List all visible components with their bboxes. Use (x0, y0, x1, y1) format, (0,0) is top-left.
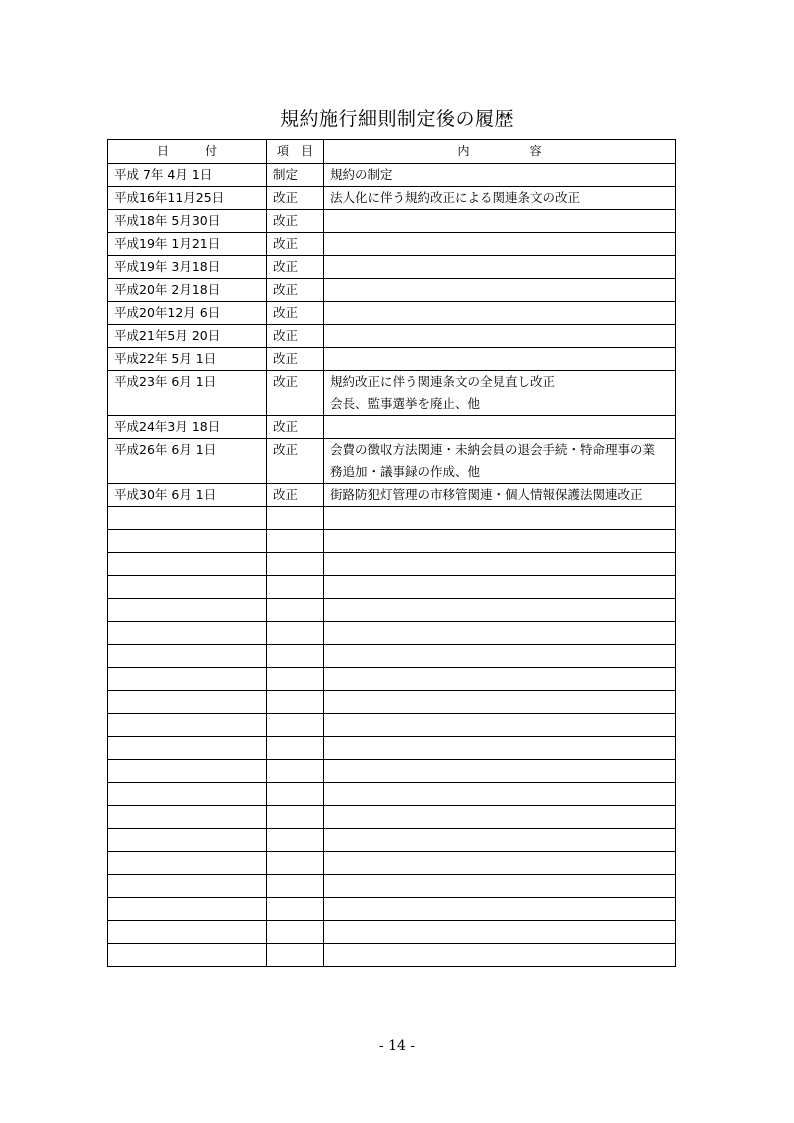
content-cell (324, 325, 676, 348)
date-cell: 平成20年 2月18日 (108, 279, 267, 302)
table-header-row (108, 140, 676, 164)
item-cell: 制定 (267, 164, 324, 187)
item-cell: 改正 (267, 416, 324, 439)
content-cell (324, 371, 676, 416)
date-cell: 平成 7年 4月 1日 (108, 164, 267, 187)
content-line: 務追加・議事録の作成、他 (330, 464, 481, 479)
empty-cell (324, 691, 676, 714)
empty-cell (108, 783, 267, 806)
empty-cell (324, 507, 676, 530)
table-row (108, 233, 676, 256)
content-line: 規約の制定 (330, 167, 393, 182)
content-cell (324, 484, 676, 507)
empty-cell (324, 852, 676, 875)
empty-row (108, 921, 676, 944)
header-content: 内 容 (324, 140, 676, 164)
empty-cell (267, 875, 324, 898)
page-title: 規約施行細則制定後の履歴 (279, 108, 514, 130)
empty-row (108, 576, 676, 599)
empty-cell (324, 576, 676, 599)
content-line: 法人化に伴う規約改正による関連条文の改正 (330, 190, 581, 205)
date-cell: 平成21年5月 20日 (108, 325, 267, 348)
empty-cell (108, 852, 267, 875)
table-row (108, 256, 676, 279)
empty-cell (108, 944, 267, 967)
date-cell: 平成19年 1月21日 (108, 233, 267, 256)
item-cell: 改正 (267, 210, 324, 233)
empty-cell (267, 714, 324, 737)
date-cell: 平成18年 5月30日 (108, 210, 267, 233)
empty-row (108, 668, 676, 691)
empty-cell (267, 668, 324, 691)
date-cell: 平成23年 6月 1日 (108, 371, 267, 416)
empty-row (108, 622, 676, 645)
item-cell: 改正 (267, 484, 324, 507)
content-cell (324, 256, 676, 279)
content-line: 街路防犯灯管理の市移管関連・個人情報保護法関連改正 (330, 487, 643, 502)
table-body (108, 164, 676, 967)
empty-row (108, 507, 676, 530)
empty-cell (267, 622, 324, 645)
content-cell (324, 187, 676, 210)
empty-cell (324, 806, 676, 829)
content-cell (324, 233, 676, 256)
empty-cell (108, 806, 267, 829)
content-cell (324, 302, 676, 325)
empty-cell (267, 691, 324, 714)
empty-cell (267, 576, 324, 599)
empty-cell (324, 668, 676, 691)
item-cell: 改正 (267, 348, 324, 371)
empty-cell (108, 530, 267, 553)
empty-row (108, 875, 676, 898)
empty-cell (324, 875, 676, 898)
empty-cell (108, 576, 267, 599)
item-cell: 改正 (267, 256, 324, 279)
empty-cell (267, 898, 324, 921)
empty-row (108, 944, 676, 967)
empty-row (108, 599, 676, 622)
empty-cell (324, 599, 676, 622)
empty-row (108, 898, 676, 921)
empty-cell (267, 783, 324, 806)
empty-cell (267, 645, 324, 668)
header-item: 項 目 (267, 140, 324, 164)
content-cell (324, 439, 676, 484)
date-cell: 平成19年 3月18日 (108, 256, 267, 279)
content-cell (324, 348, 676, 371)
empty-cell (324, 829, 676, 852)
empty-cell (108, 737, 267, 760)
content-cell (324, 164, 676, 187)
empty-cell (267, 944, 324, 967)
empty-row (108, 737, 676, 760)
empty-cell (324, 898, 676, 921)
empty-cell (108, 645, 267, 668)
empty-row (108, 783, 676, 806)
empty-cell (108, 898, 267, 921)
empty-cell (108, 691, 267, 714)
table-row (108, 325, 676, 348)
empty-cell (267, 806, 324, 829)
date-cell: 平成20年12月 6日 (108, 302, 267, 325)
content-cell (324, 416, 676, 439)
table-row (108, 416, 676, 439)
page-number: - 14 - (378, 1038, 416, 1054)
date-cell: 平成30年 6月 1日 (108, 484, 267, 507)
empty-cell (267, 829, 324, 852)
empty-cell (324, 530, 676, 553)
empty-row (108, 530, 676, 553)
item-cell: 改正 (267, 302, 324, 325)
date-cell: 平成26年 6月 1日 (108, 439, 267, 484)
table-row (108, 279, 676, 302)
empty-cell (324, 553, 676, 576)
empty-cell (324, 921, 676, 944)
item-cell: 改正 (267, 279, 324, 302)
empty-cell (108, 599, 267, 622)
empty-cell (324, 622, 676, 645)
item-cell: 改正 (267, 439, 324, 484)
history-table (107, 139, 676, 967)
empty-row (108, 852, 676, 875)
date-cell: 平成16年11月25日 (108, 187, 267, 210)
empty-cell (108, 622, 267, 645)
empty-cell (267, 507, 324, 530)
table-row (108, 439, 676, 484)
content-line: 会長、監事選挙を廃止、他 (330, 396, 481, 411)
table-row (108, 302, 676, 325)
empty-row (108, 691, 676, 714)
table-row (108, 348, 676, 371)
table-row (108, 484, 676, 507)
empty-cell (108, 875, 267, 898)
empty-row (108, 806, 676, 829)
item-cell: 改正 (267, 187, 324, 210)
header-date: 日 付 (108, 140, 267, 164)
empty-row (108, 714, 676, 737)
table-row (108, 371, 676, 416)
empty-cell (267, 553, 324, 576)
empty-cell (267, 760, 324, 783)
content-line: 規約改正に伴う関連条文の全見直し改正 (330, 374, 556, 389)
item-cell: 改正 (267, 371, 324, 416)
empty-cell (108, 714, 267, 737)
table-row (108, 187, 676, 210)
item-cell: 改正 (267, 233, 324, 256)
empty-cell (267, 599, 324, 622)
empty-cell (108, 668, 267, 691)
content-line: 会費の徴収方法関連・未納会員の退会手続・特命理事の業 (330, 442, 656, 457)
empty-cell (108, 760, 267, 783)
content-cell (324, 210, 676, 233)
empty-cell (324, 737, 676, 760)
empty-cell (324, 783, 676, 806)
empty-cell (108, 829, 267, 852)
empty-row (108, 645, 676, 668)
empty-cell (324, 714, 676, 737)
empty-cell (324, 760, 676, 783)
empty-cell (267, 921, 324, 944)
empty-row (108, 829, 676, 852)
empty-cell (267, 737, 324, 760)
empty-cell (108, 553, 267, 576)
table-row (108, 210, 676, 233)
empty-row (108, 553, 676, 576)
table-row (108, 164, 676, 187)
empty-row (108, 760, 676, 783)
empty-cell (324, 944, 676, 967)
empty-cell (108, 507, 267, 530)
empty-cell (108, 921, 267, 944)
empty-cell (324, 645, 676, 668)
date-cell: 平成22年 5月 1日 (108, 348, 267, 371)
empty-cell (267, 530, 324, 553)
content-cell (324, 279, 676, 302)
item-cell: 改正 (267, 325, 324, 348)
empty-cell (267, 852, 324, 875)
date-cell: 平成24年3月 18日 (108, 416, 267, 439)
